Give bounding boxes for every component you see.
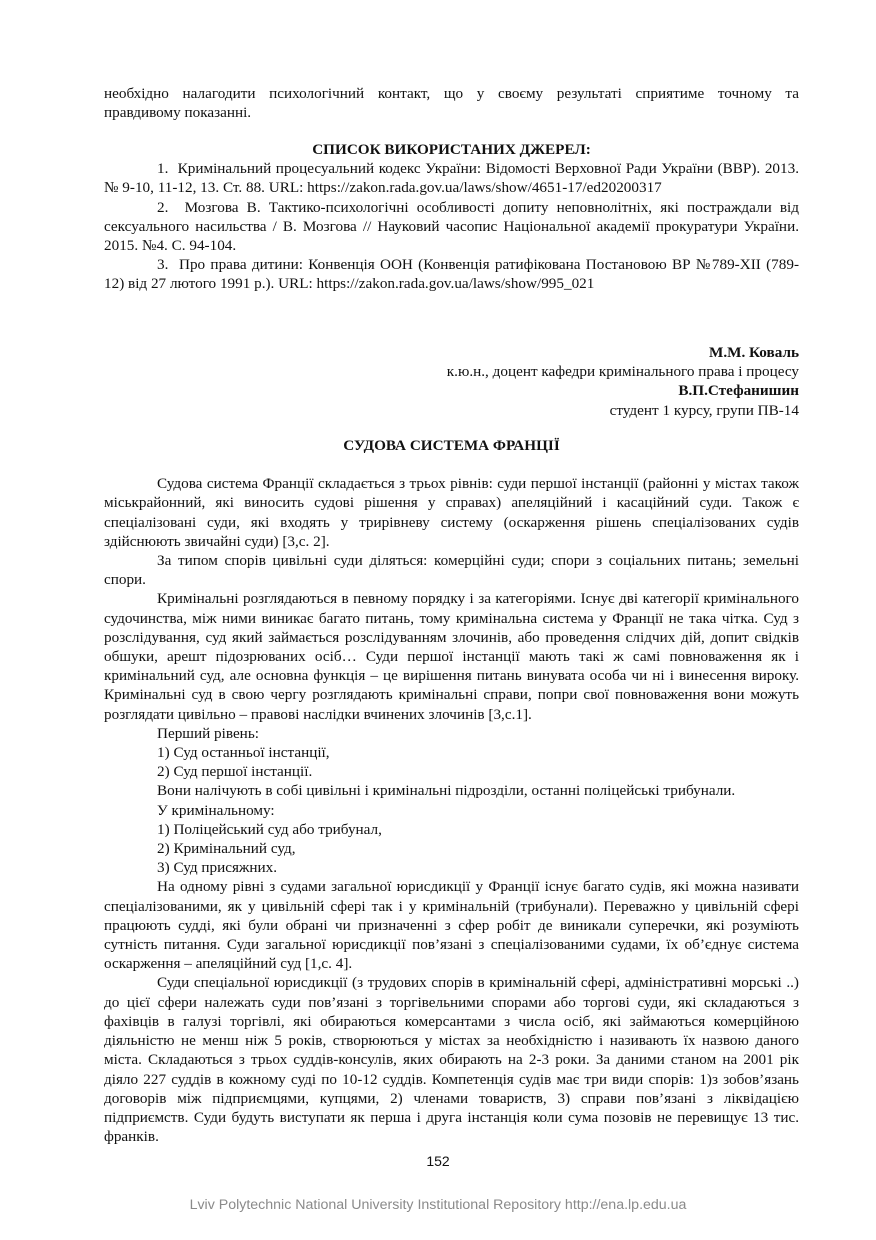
article-paragraph-4: На одному рівні з судами загальної юрисдикції у Франції існує багато судів, які можна називати спеціалізованими, як у цивільній сфері так і у кримінальній (трибунали). Переважно у цивільній сфері працюють судді, які були обрані чи призначенні з сфер робіт де виникали суперечки, які розуміють сутність питання. Суди загальної юрисдикції пов’язані з спеціалізованими судами, їх об’єднує система оскарження – апеляційний суд [1,с. 4]. <box>104 878 799 973</box>
page-number: 152 <box>426 1153 450 1169</box>
references-section <box>104 140 799 294</box>
reference-item-3: 3. Про права дитини: Конвенція ООН (Конвенція ратифікована Постановою ВР №789-XII (789-12) від 27 лютого 1991 р.). URL: https://zakon.rada.gov.ua/laws/show/995_021 <box>104 256 799 293</box>
intro-line-1: необхідно налагодити психологічний контакт, що у своєму результаті сприятиме точному та <box>104 85 799 102</box>
article-paragraph-3: Кримінальні розглядаються в певному порядку і за категоріями. Існує дві категорії кримінального судочинства, між ними виникає багато питань, тому кримінальна система у Франції не така чітка. Суд з розслідування, суд який займається розслідуванням злочинів, або проведення слідчих дій, допит свідків обшуки, арешт підозрюваних осіб… Суди першої інстанції мають такі ж самі повноваження як і кримінальний суд, але основна функція – це вирішення питань винувата особа чи ні і винесення вироку. Кримінальні суд в свою чергу розглядають кримінальні справи, попри свої повноваження вони можуть розглядати цивільно – правові наслідки вчинених злочинів [3,с.1]. <box>104 590 799 723</box>
list-line: У кримінальному: <box>157 801 275 819</box>
author-1-title: к.ю.н., доцент кафедри кримінального права і процесу <box>446 363 799 381</box>
article-title: СУДОВА СИСТЕМА ФРАНЦІЇ <box>343 437 560 454</box>
list-line: 2) Кримінальний суд, <box>157 840 296 858</box>
repository-footer: Lviv Polytechnic National University Institutional Repository http://ena.lp.edu.ua <box>189 1197 687 1213</box>
intro-line-2: правдивому показанні. <box>104 104 252 122</box>
references-heading: СПИСОК ВИКОРИСТАНИХ ДЖЕРЕЛ: <box>312 141 591 158</box>
list-line: 3) Суд присяжних. <box>157 859 278 877</box>
article-paragraph-1: Судова система Франції складається з трьох рівнів: суди першої інстанції (районні у містах також міськрайонний, які виносить судові рішення у справах) апеляційний і касаційний суди. Також є спеціалізовані суди, які входять у трирівневу систему (оскарження рішень спеціалізованих судів здійснюють звичайні суди) [3,с. 2]. <box>104 475 799 550</box>
authors-block <box>104 343 799 420</box>
list-line: 1) Поліцейський суд або трибунал, <box>157 820 382 838</box>
reference-item-2: 2. Мозгова В. Тактико-психологічні особливості допиту неповнолітніх, які постраждали від сексуального насильства / В. Мозгова // Науковий часопис Національної академії прокуратури України. 2015. №4. С. 94-104. <box>104 198 799 255</box>
author-2-name: В.П.Стефанишин <box>678 382 799 400</box>
article-body <box>104 436 799 1146</box>
author-2-title: студент 1 курсу, групи ПВ-14 <box>609 401 799 419</box>
list-line: 1) Суд останньої інстанції, <box>157 744 330 762</box>
article-paragraph-2: За типом спорів цивільні суди діляться: комерційні суди; спори з соціальних питань; земельні спори. <box>104 552 799 589</box>
list-line: Вони налічують в собі цивільні і кримінальні підрозділи, останні поліцейські трибунали. <box>157 782 736 800</box>
article-paragraph-5: Суди спеціальної юрисдикції (з трудових спорів в кримінальній сфері, адміністративні морські ..) до цієї сфери належать суди пов’язані з торгівельними спорами або торгові суди, які складаються з фахівців в галузі торгівлі, які обираються комерсантами з числа осіб, які займаються комерційною діяльністю не менш ніж 5 років, створюються у містах за необхідністю і називають їх назвою даного міста. Складаються з трьох суддів-консулів, яких обирають на 2-3 роки. За даними станом на 2001 рік діяло 227 суддів в кожному суді по 10-12 суддів. Компетенція судів має три види спорів: 1)з зобов’язань договорів між підприємцями, купцями, 2) членами товариств, 3) справи пов’язані з ліквідацією підприємств. Суди будуть виступати як перша і друга інстанція коли сума позовів не перевищує 13 тис. франків. <box>104 974 799 1146</box>
list-line: Перший рівень: <box>157 724 259 742</box>
reference-item-1: 1. Кримінальний процесуальний кодекс України: Відомості Верховної Ради України (ВВР). 2013. № 9-10, 11-12, 13. Ст. 88. URL: https://zakon.rada.gov.ua/laws/show/4651-17/ed20200317 <box>104 160 799 197</box>
intro-paragraph <box>104 84 799 122</box>
list-line: 2) Суд першої інстанції. <box>157 763 313 781</box>
author-1-name: М.М. Коваль <box>708 344 799 361</box>
